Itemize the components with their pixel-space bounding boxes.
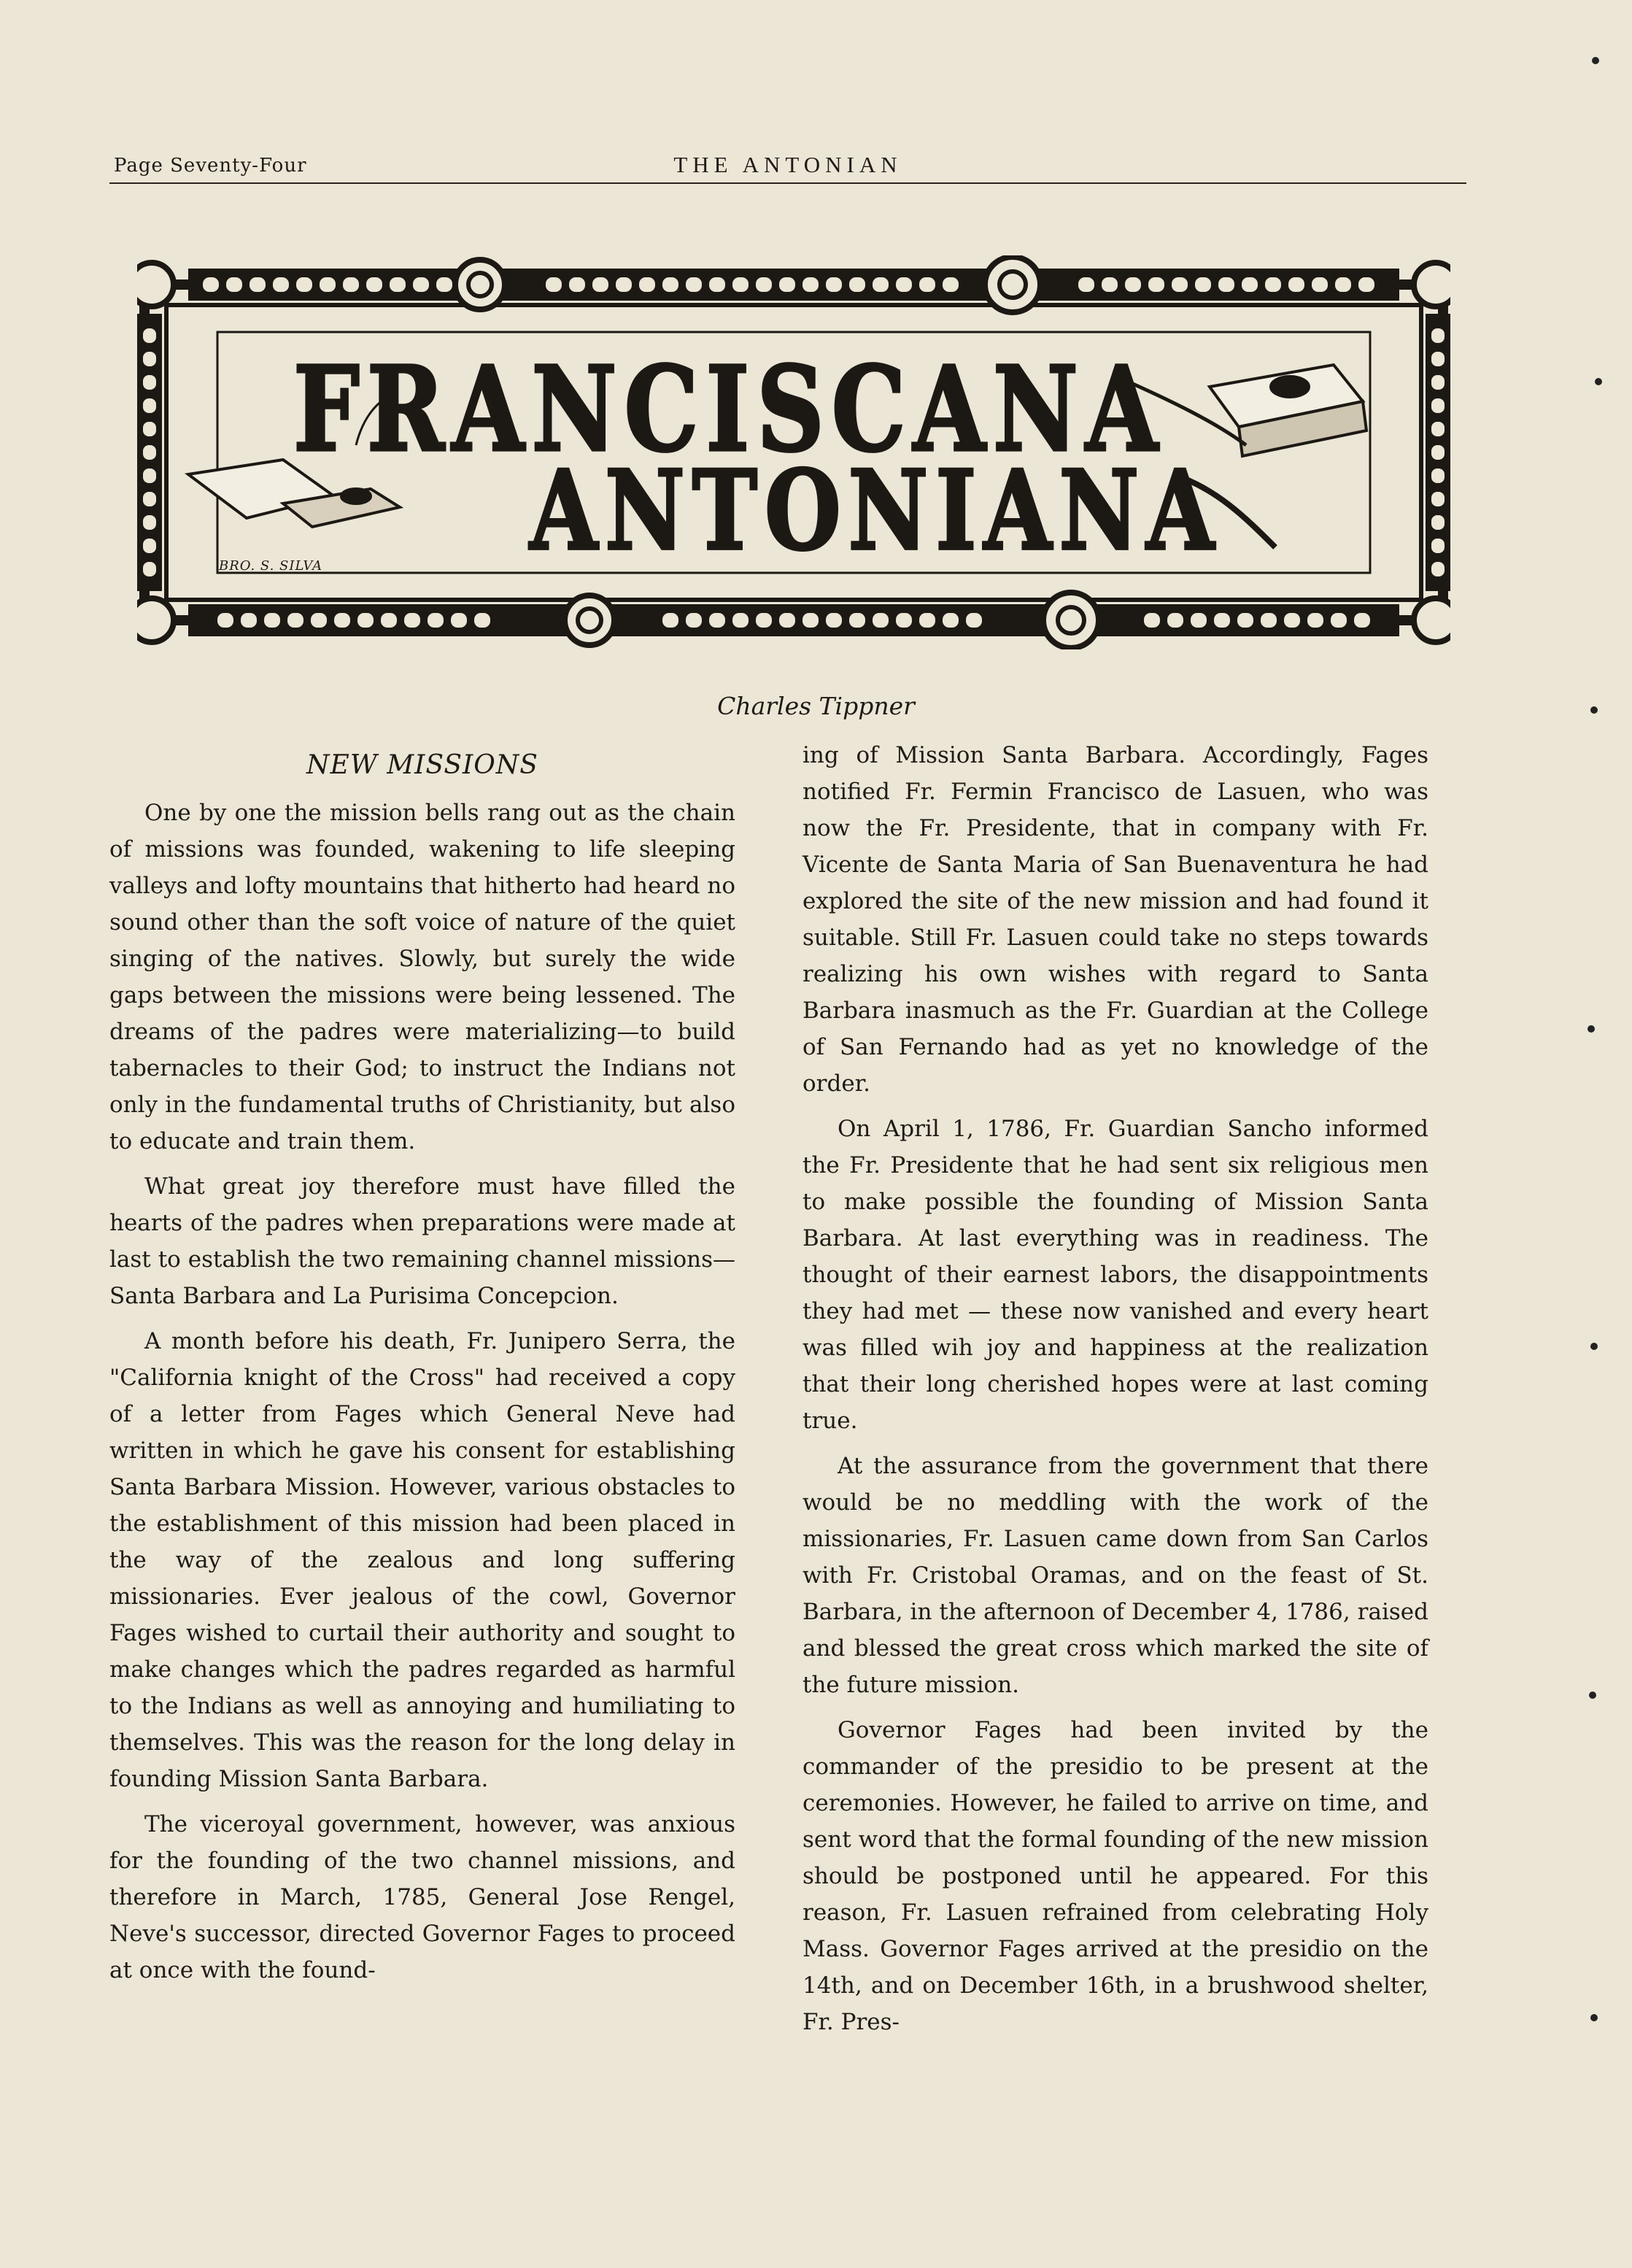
- paragraph: Governor Fages had been invited by the commander of the presidio to be present at the ceremonies. However, he failed to arrive on time, and sent word that the formal founding of the new mission should be postponed until he appeared. For this reason, Fr. Lasuen refrained from celebrating Holy Mass. Governor Fages arrived at the presidio on the 14th, and on December 16th, in a brushwood shelter, Fr. Pres-: [803, 1717, 1428, 2035]
- running-head: [109, 152, 1466, 181]
- page-number: Page Seventy-Four: [114, 155, 307, 177]
- artist-signature: BRO. S. SILVA: [219, 558, 323, 574]
- banner-title-line2: ANTONIANA: [530, 447, 1222, 576]
- paragraph: On April 1, 1786, Fr. Guardian Sancho informed the Fr. Presidente that he had sent six religious men to make possible the founding of Mission Santa Barbara. At last everything was in readiness. The thought of their earnest labors, the disappointments they had met — these now vanished and every heart was filled wih joy and happiness at the realization that their long cherished hopes were at last coming true.: [803, 1116, 1428, 1434]
- paragraph-continuation: ing of Mission Santa Barbara. Accordingly, Fages notified Fr. Fermin Francisco de Lasuen, who was now the Fr. Presidente, that in company with Fr. Vicente de Santa Maria of San Buenaventura he had explored the site of the new mission and had found it suitable. Still Fr. Lasuen could take no steps towards realizing his own wishes with regard to Santa Barbara inasmuch as the Fr. Guardian at the College of San Fernando had as yet no knowledge of the order.: [803, 742, 1428, 1097]
- paragraph: The viceroyal government, however, was anxious for the founding of the two channel missions, and therefore in March, 1785, General Jose Rengel, Neve's successor, directed Governor Fages to proceed at once with the found-: [109, 1811, 735, 1983]
- journal-title: THE ANTONIAN: [673, 152, 902, 177]
- binding-hole: [1587, 1025, 1595, 1033]
- author-byline: Charles Tippner: [717, 692, 915, 720]
- binding-hole: [1590, 2014, 1598, 2021]
- binding-hole: [1592, 57, 1599, 64]
- binding-hole: [1590, 1343, 1598, 1350]
- binding-hole: [1590, 706, 1598, 714]
- binding-hole: [1589, 1692, 1596, 1699]
- paragraph: One by one the mission bells rang out as the chain of missions was founded, wakening to life sleeping valleys and lofty mountains that hitherto had heard no sound other than the soft voice of nature of the quiet singing of the natives. Slowly, but surely the wide gaps between the missions were being lessened. The dreams of the padres were materializing—to build tabernacles to their God; to instruct the Indians not only in the fundamental truths of Christianity, but also to educate and train them.: [109, 800, 735, 1154]
- binding-hole: [1595, 378, 1602, 385]
- paragraph: At the assurance from the government that there would be no meddling with the work of the missionaries, Fr. Lasuen came down from San Carlos with Fr. Cristobal Oramas, and on the feast of St. Barbara, in the afternoon of December 4, 1786, raised and blessed the great cross which marked the site of the future mission.: [803, 1453, 1428, 1698]
- banner-title-line1: FRANCISCANA: [293, 342, 1166, 479]
- header-rule: [109, 182, 1466, 184]
- right-column: [803, 737, 1428, 2049]
- paragraph: A month before his death, Fr. Junipero Serra, the "California knight of the Cross" had received a copy of a letter from Fages which General Neve had written in which he gave his consent for establishing Santa Barbara Mission. However, various obstacles to the establishment of this mission had been placed in the way of the zealous and long suffering missionaries. Ever jealous of the cowl, Governor Fages wished to curtail their authority and sought to make changes which the padres regarded as harmful to the Indians as well as annoying and humiliating to themselves. This was the reason for the long delay in founding Mission Santa Barbara.: [109, 1328, 735, 1792]
- paragraph: What great joy therefore must have filled the hearts of the padres when preparations were made at last to establish the two remaining channel missions—Santa Barbara and La Purisima Concepcion.: [109, 1173, 735, 1309]
- section-heading: NEW MISSIONS: [306, 750, 538, 780]
- title-banner: [137, 255, 1450, 649]
- left-column: [109, 737, 735, 1997]
